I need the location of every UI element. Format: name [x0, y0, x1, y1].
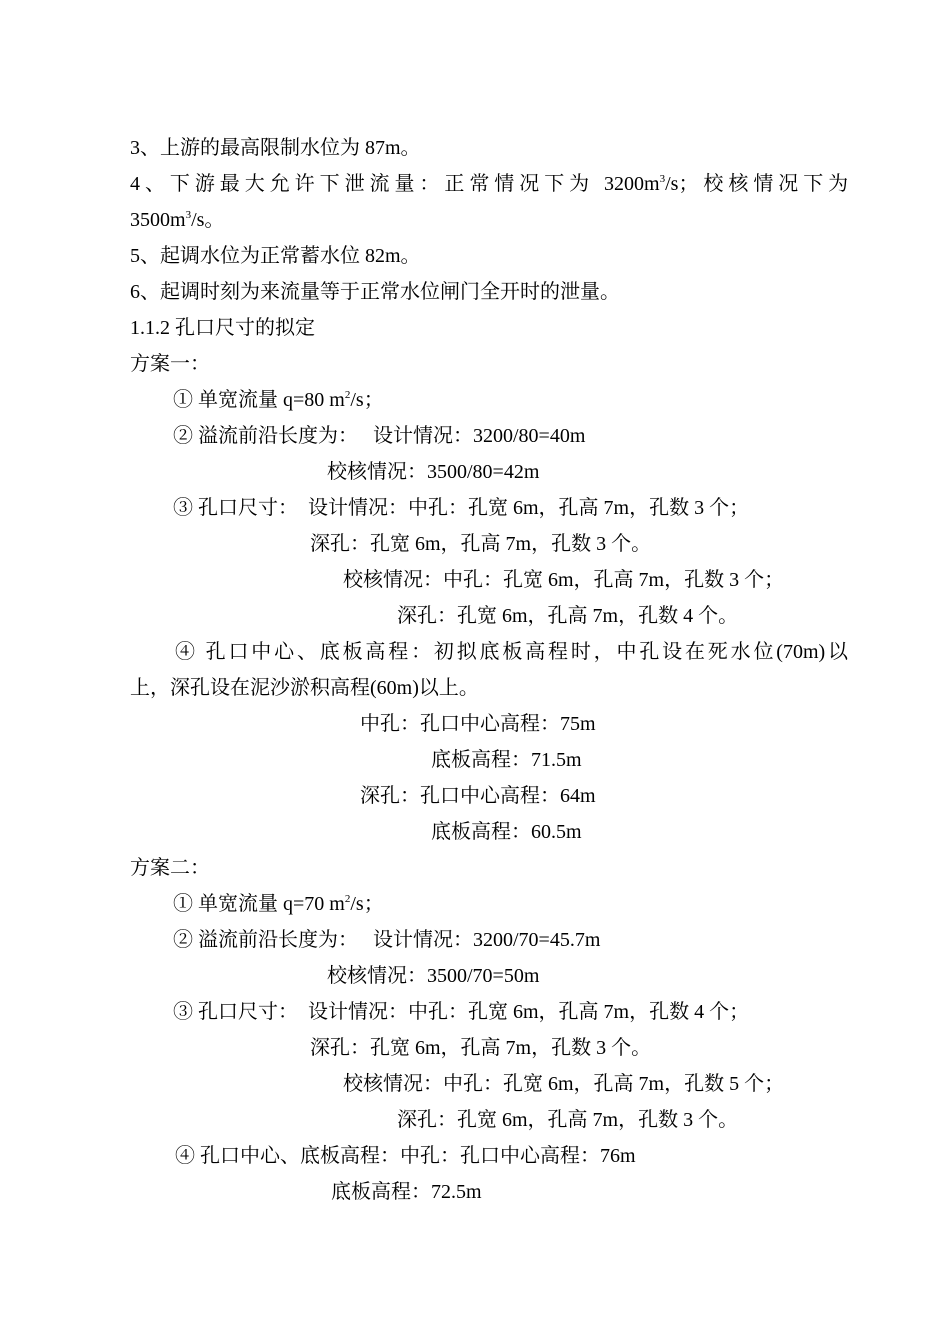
scheme-2-check-length: 校核情况：3500/70=50m — [327, 965, 540, 987]
scheme-1-heading: 方案一： — [130, 353, 210, 375]
scheme-2-orifice-check-middle: 校核情况：中孔：孔宽 6m，孔高 7m，孔数 5 个； — [343, 1073, 785, 1095]
condition-6: 6、起调时刻为来流量等于正常水位闸门全开时的泄量。 — [130, 281, 620, 303]
condition-3: 3、上游的最高限制水位为 87m。 — [130, 137, 421, 159]
scheme-1-orifice-design-deep: 深孔：孔宽 6m，孔高 7m，孔数 3 个。 — [310, 533, 652, 555]
scheme-1-orifice-check-middle: 校核情况：中孔：孔宽 6m，孔高 7m，孔数 3 个； — [343, 569, 785, 591]
scheme-1-deep-center: 深孔：孔口中心高程：64m — [360, 785, 596, 807]
scheme-2-orifice-check-deep: 深孔：孔宽 6m，孔高 7m，孔数 3 个。 — [397, 1109, 739, 1131]
condition-5: 5、起调水位为正常蓄水位 82m。 — [130, 245, 421, 267]
scheme-1-middle-floor: 底板高程：71.5m — [431, 749, 582, 771]
scheme-2-orifice-design-deep: 深孔：孔宽 6m，孔高 7m，孔数 3 个。 — [310, 1037, 652, 1059]
scheme-1-front-length: ② 溢流前沿长度为： 设计情况：3200/80=40m — [173, 425, 586, 447]
scheme-2-heading: 方案二： — [130, 857, 210, 879]
scheme-1-middle-center: 中孔：孔口中心高程：75m — [360, 713, 596, 735]
scheme-1-orifice-check-deep: 深孔：孔宽 6m，孔高 7m，孔数 4 个。 — [397, 605, 739, 627]
scheme-2-unit-discharge: ① 单宽流量 q=70 $m^2/s$； — [173, 893, 384, 915]
condition-4-line1: 4、下游最大允许下泄流量：正常情况下为 $3200m^3/s$；校核情况下为 — [130, 173, 849, 195]
scheme-1-orifice-design-middle: ③ 孔口尺寸： 设计情况：中孔：孔宽 6m，孔高 7m，孔数 3 个； — [173, 497, 750, 519]
scheme-2-middle-center: ④ 孔口中心、底板高程：中孔：孔口中心高程：76m — [175, 1145, 636, 1167]
scheme-1-check-length: 校核情况：3500/80=42m — [327, 461, 540, 483]
scheme-1-elevation-intro: ④ 孔口中心、底板高程：初拟底板高程时，中孔设在死水位(70m)以 — [175, 641, 848, 663]
scheme-1-elevation-intro-cont: 上，深孔设在泥沙淤积高程(60m)以上。 — [130, 677, 479, 699]
section-heading: 1.1.2 孔口尺寸的拟定 — [130, 317, 315, 339]
scheme-2-middle-floor: 底板高程：72.5m — [331, 1181, 482, 1203]
scheme-1-deep-floor: 底板高程：60.5m — [431, 821, 582, 843]
scheme-1-unit-discharge: ① 单宽流量 q=80 $m^2/s$； — [173, 389, 384, 411]
condition-4-line2: $3500m^3/s$。 — [130, 209, 225, 231]
scheme-2-front-length: ② 溢流前沿长度为： 设计情况：3200/70=45.7m — [173, 929, 601, 951]
scheme-2-orifice-design-middle: ③ 孔口尺寸： 设计情况：中孔：孔宽 6m，孔高 7m，孔数 4 个； — [173, 1001, 750, 1023]
